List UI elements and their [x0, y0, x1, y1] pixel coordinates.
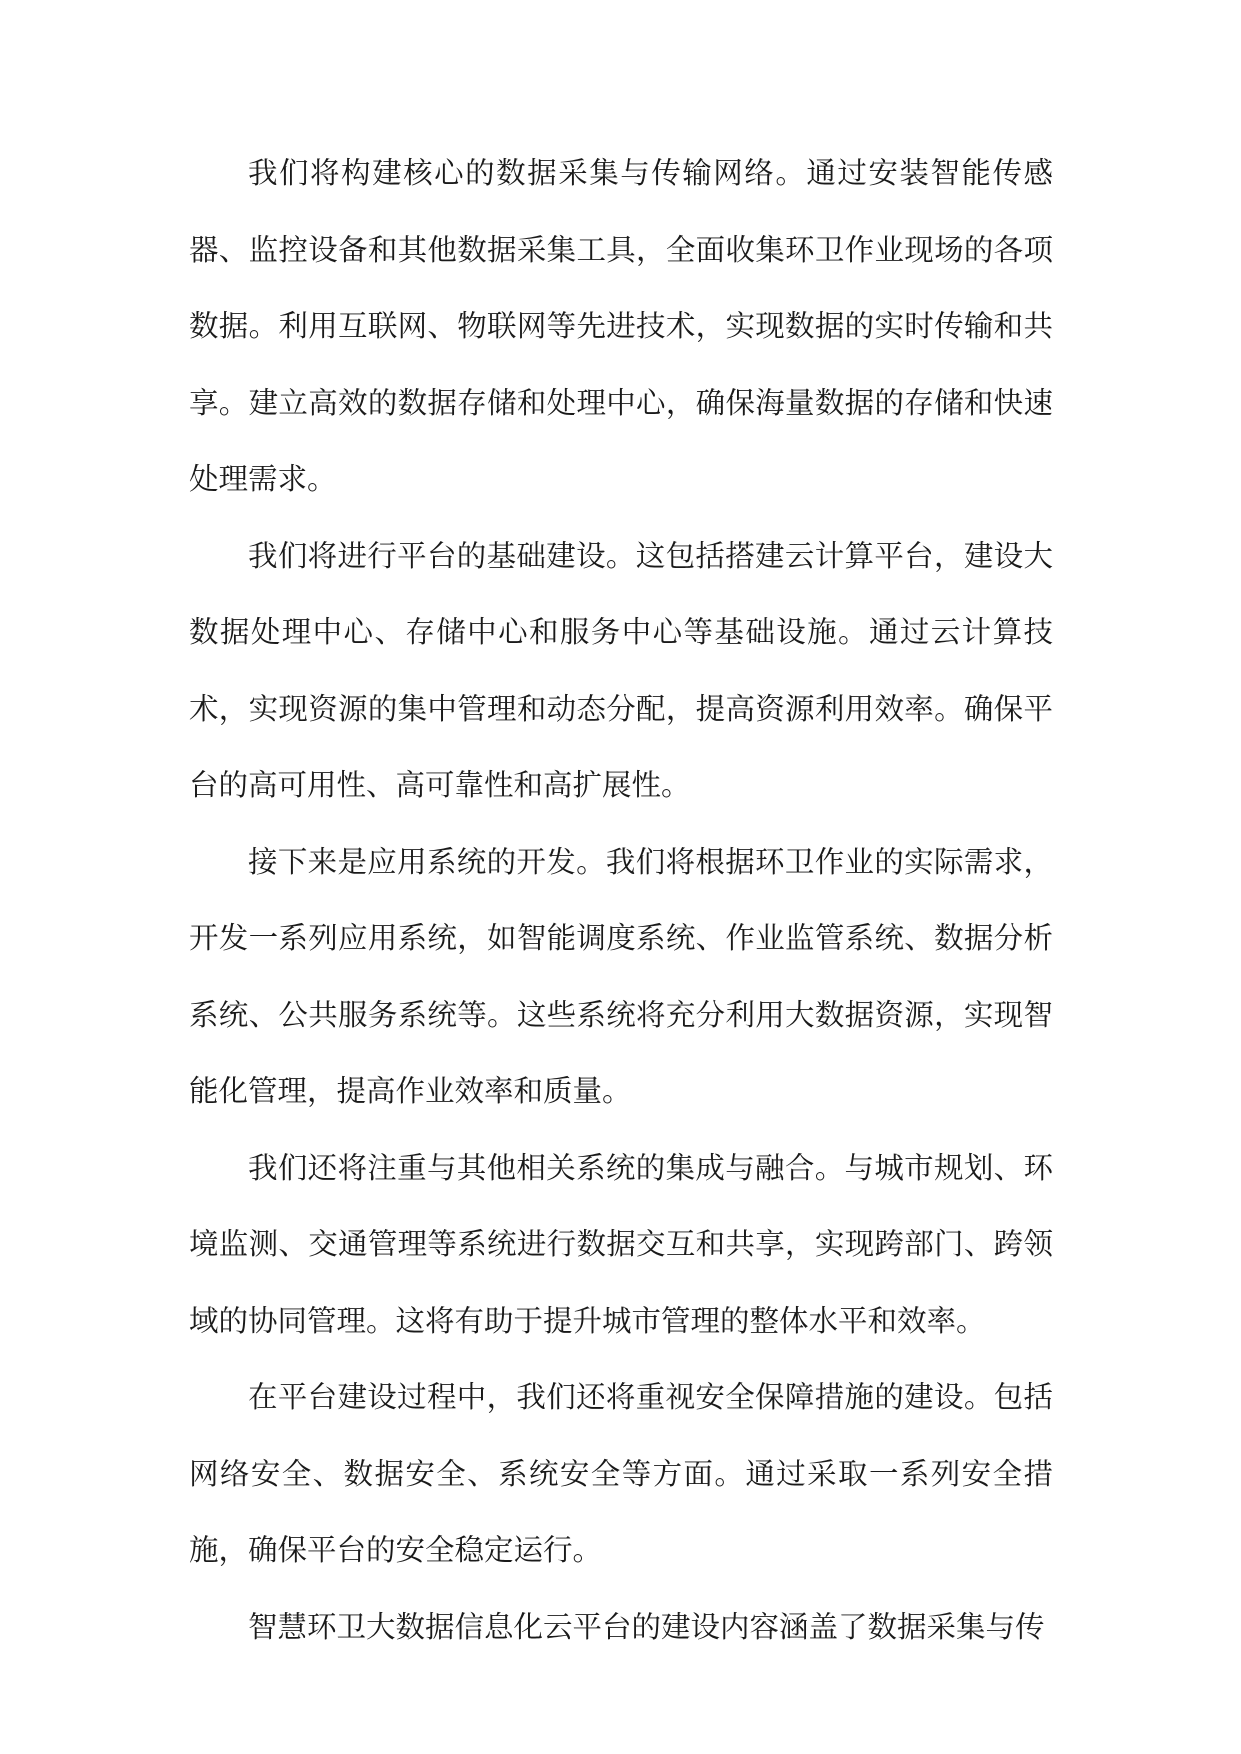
paragraph-application-development: 接下来是应用系统的开发。我们将根据环卫作业的实际需求，开发一系列应用系统，如智能调度系统、作业监管系统、数据分析系统、公共服务系统等。这些系统将充分利用大数据资源，实现智能化管理，提高作业效率和质量。 [189, 844, 1053, 1108]
paragraph-platform-infrastructure: 我们将进行平台的基础建设。这包括搭建云计算平台，建设大数据处理中心、存储中心和服务中心等基础设施。通过云计算技术，实现资源的集中管理和动态分配，提高资源利用效率。确保平台的高可用性、高可靠性和高扩展性。 [189, 538, 1053, 802]
paragraph-security: 在平台建设过程中，我们还将重视安全保障措施的建设。包括网络安全、数据安全、系统安全等方面。通过采取一系列安全措施，确保平台的安全稳定运行。 [189, 1380, 1053, 1567]
paragraph-system-integration: 我们还将注重与其他相关系统的集成与融合。与城市规划、环境监测、交通管理等系统进行数据交互和共享，实现跨部门、跨领域的协同管理。这将有助于提升城市管理的整体水平和效率。 [189, 1150, 1053, 1338]
paragraph-data-network: 我们将构建核心的数据采集与传输网络。通过安装智能传感器、监控设备和其他数据采集工具，全面收集环卫作业现场的各项数据。利用互联网、物联网等先进技术，实现数据的实时传输和共享。建立高效的数据存储和处理中心，确保海量数据的存储和快速处理需求。 [189, 156, 1053, 496]
paragraph-summary: 智慧环卫大数据信息化云平台的建设内容涵盖了数据采集与传 [248, 1609, 1045, 1644]
document-body [189, 135, 1053, 1665]
